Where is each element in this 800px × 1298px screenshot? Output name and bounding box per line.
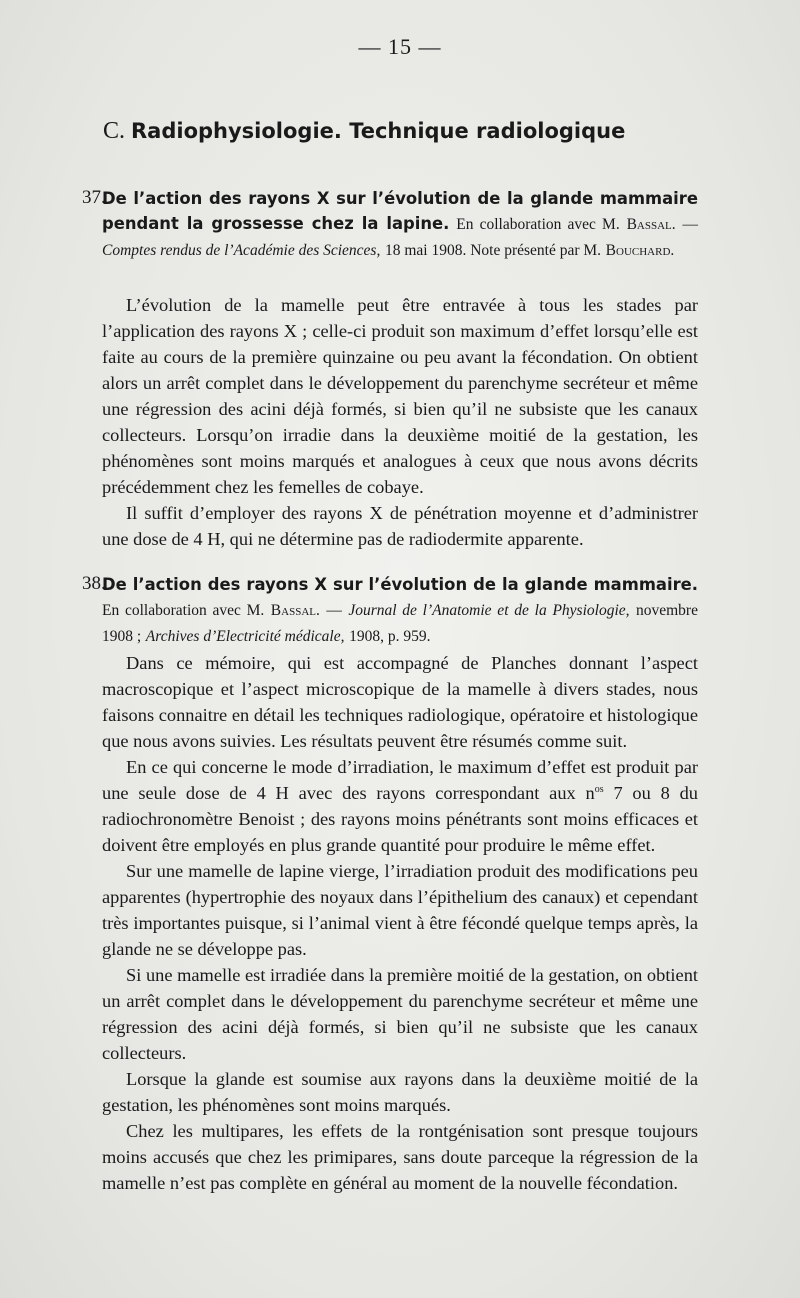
entry-source-date: novembre 1908 ; (102, 602, 698, 645)
entry-dash: — (326, 602, 342, 619)
entry-source-date: 18 mai 1908. Note présenté par M. (384, 242, 602, 259)
entry-collab-name: Bassal. (626, 216, 676, 233)
paragraph: En ce qui concerne le mode d’irradiation, le maximum d’effet est produit par une seule dose de 4 H avec des rayons correspondant aux $n^{os}$ 7 ou 8 du radiochronomètre Benoist ; des rayons moins pénétrants sont moins efficaces et doivent être employés en plus grande quantité pour produire le même effet. (102, 757, 698, 855)
entry-source: Journal de l’Anatomie et de la Physiologie, (348, 602, 630, 619)
nos-label: n (585, 783, 595, 803)
paragraph: Dans ce mémoire, qui est accompagné de Planches donnant l’aspect macroscopique et l’aspect microscopique de la mamelle à divers stades, nous faisons connaitre en détail les techniques radiologique, opératoire et histologique que nous avons suivies. Les résultats peuvent être résumés comme suit. (102, 653, 698, 751)
nos-sup: os (594, 783, 604, 795)
paragraph: Lorsque la glande est soumise aux rayons dans la deuxième moitié de la gestation, les phénomènes sont moins marqués. (102, 1069, 698, 1115)
entry-dash: — (682, 216, 698, 233)
section-letter: C. (103, 118, 126, 144)
page-number: — 15 — (358, 34, 442, 59)
section-title: Radiophysiologie. Technique radiologique (131, 119, 626, 143)
paragraph: Il suffit d’employer des rayons X de pénétration moyenne et d’administrer une dose de 4 H, qui ne détermine pas de radiodermite apparente. (102, 503, 698, 549)
paragraph: Sur une mamelle de lapine vierge, l’irradiation produit des modifications peu apparentes (hypertrophie des noyaux dans l’épithelium des canaux) et cependant très importantes puisque, si l’animal vient à être fécondé quelque temps après, la glande ne se développe pas. (102, 861, 698, 959)
paragraph: Si une mamelle est irradiée dans la première moitié de la gestation, on obtient un arrêt complet dans le développement du parenchyme secréteur et même une régression des acini déjà formés, si bien qu’il ne subsiste que les canaux collecteurs. (102, 965, 698, 1063)
entry-source-2-pages: 1908, p. 959. (349, 628, 431, 645)
entry-source: Comptes rendus de l’Académie des Sciences, (102, 242, 381, 259)
entry-source-2: Archives d’Electricité médicale, (145, 628, 345, 645)
entry-collab: En collaboration avec M. (102, 602, 265, 619)
section-heading (103, 118, 713, 145)
entry-37-body (102, 292, 698, 552)
entry-number: 38. (82, 573, 106, 594)
entry-presenter: Bouchard. (605, 242, 675, 259)
entry-38-header (82, 572, 698, 649)
entry-37-header (82, 186, 698, 263)
entry-collab-name: Bassal. (270, 602, 320, 619)
entry-collab: En collaboration avec M. (456, 216, 620, 233)
entry-number: 37. (82, 187, 106, 208)
entry-title: De l’action des rayons X sur l’évolution de la glande mammaire pendant la grossesse chez la lapine. (102, 189, 698, 233)
paragraph: L’évolution de la mamelle peut être entravée à tous les stades par l’application des rayons X ; celle-ci produit son maximum d’effet lorsqu’elle est faite au cours de la première quinzaine ou peu avant la fécondation. On obtient alors un arrêt complet dans le développement du parenchyme secréteur et même une régression des acini déjà formés, si bien qu’il ne subsiste que les canaux collecteurs. Lorsqu’on irradie dans la deuxième moitié de la gestation, les phénomènes sont moins marqués et analogues à ceux que nous avons décrits précédemment chez les femelles de cobaye. (102, 295, 698, 497)
entry-title: De l’action des rayons X sur l’évolution de la glande mammaire. (102, 575, 698, 594)
paragraph: Chez les multipares, les effets de la rontgénisation sont presque toujours moins accusés que chez les primipares, sans doute parceque la régression de la mamelle n’est pas complète en général au moment de la nouvelle fécondation. (102, 1121, 698, 1193)
entry-38-body (102, 650, 698, 1196)
